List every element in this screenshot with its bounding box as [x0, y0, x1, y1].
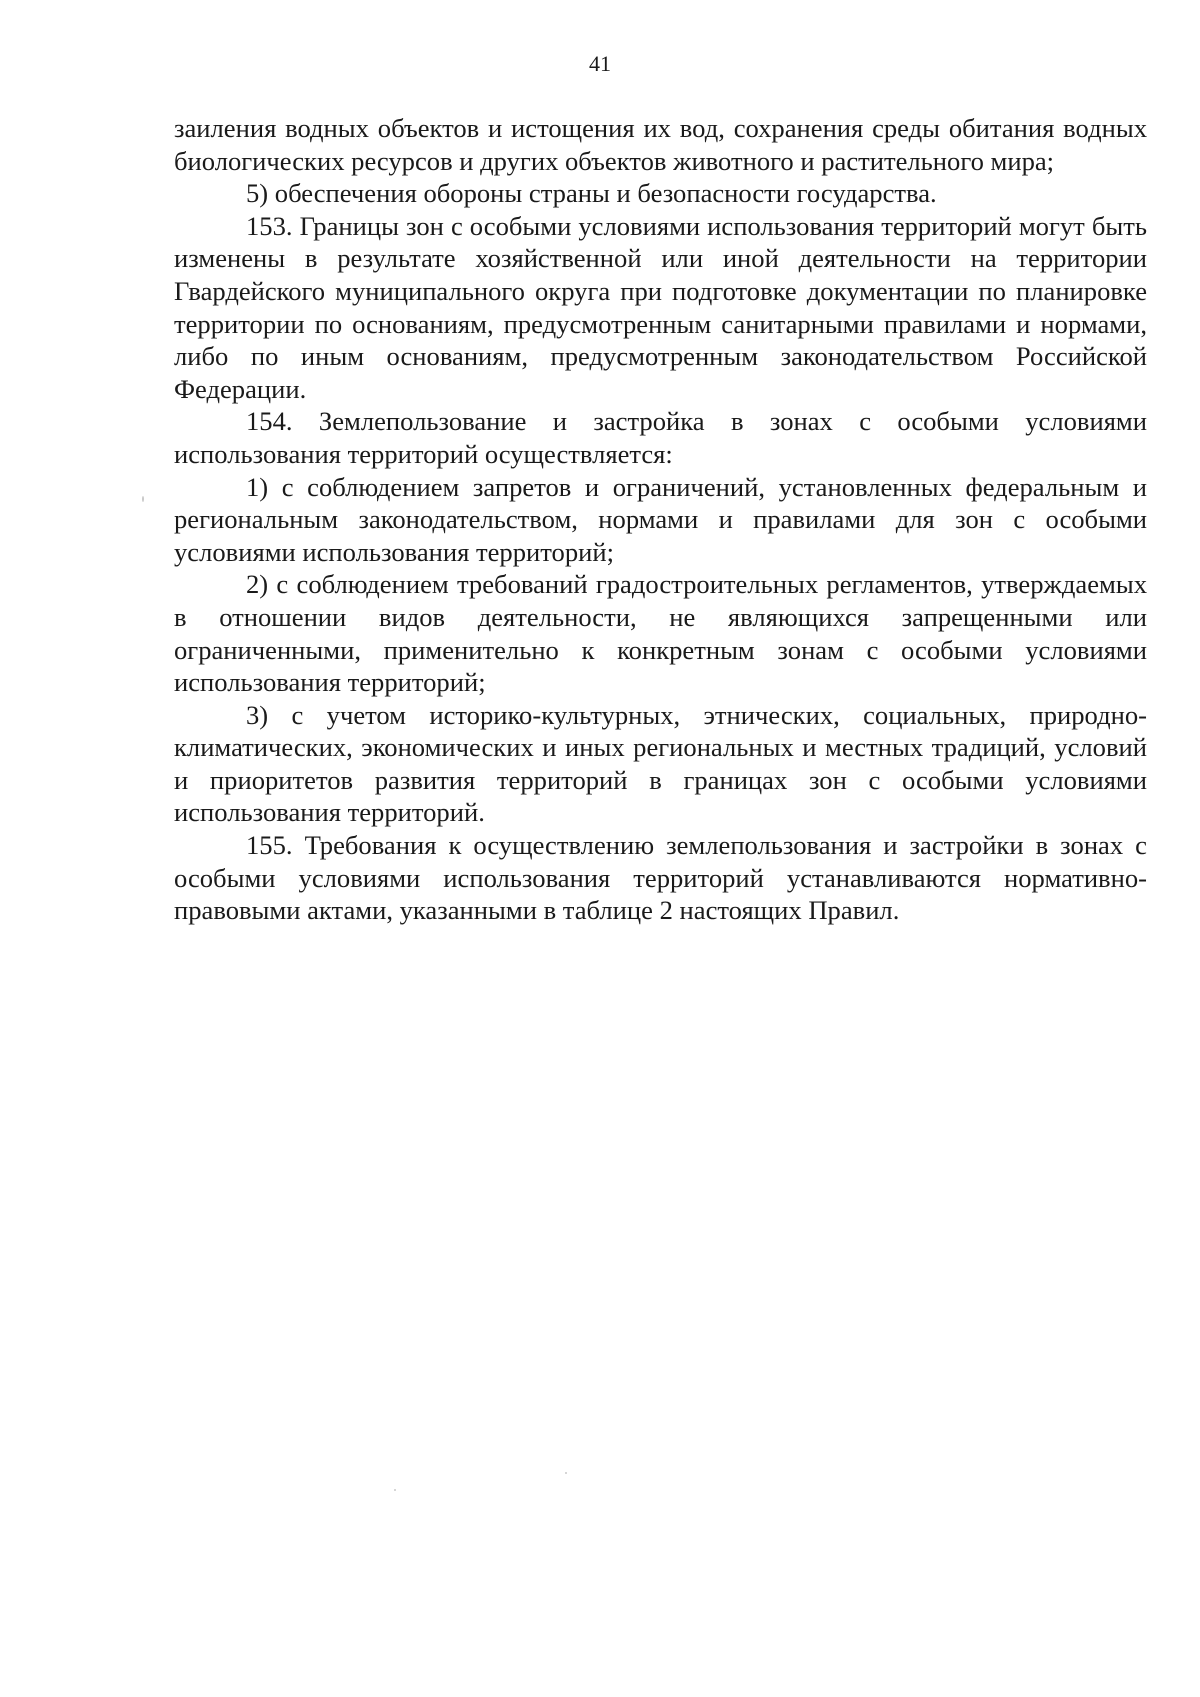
list-item-2: 2) с соблюдением требований градостроительных регламентов, утверждаемых в отношении видов деятельности, не являющихся запрещенными или ограниченными, применительно к конкретным зонам с особыми условиями использования территорий; — [174, 569, 1147, 698]
paragraph-154: 154. Землепользование и застройка в зонах с особыми условиями использования территорий осуществляется: — [174, 406, 1147, 469]
scan-speck — [394, 1489, 396, 1491]
paragraph-153: 153. Границы зон с особыми условиями использования территорий могут быть изменены в результате хозяйственной или иной деятельности на территории Гвардейского муниципального округа при подготовке документации по планировке территории по основаниям, предусмотренным санитарными правилами и нормами, либо по иным основаниям, предусмотренным законодательством Российской Федерации. — [174, 210, 1147, 404]
list-item-5: 5) обеспечения обороны страны и безопасности государства. — [246, 178, 937, 209]
list-item-3: 3) с учетом историко-культурных, этнических, социальных, природно-климатических, экономических и иных региональных и местных традиций, условий и приоритетов развития территорий в границах зон с особыми условиями использования территорий. — [174, 699, 1147, 828]
document-body — [174, 112, 1147, 927]
scan-speck — [565, 1472, 567, 1474]
paragraph-155: 155. Требования к осуществлению землепользования и застройки в зонах с особыми условиями использования территорий устанавливаются нормативно-правовыми актами, указанными в таблице 2 настоящих Правил. — [174, 830, 1147, 926]
paragraph-continuation: заиления водных объектов и истощения их вод, сохранения среды обитания водных биологических ресурсов и других объектов животного и растительного мира; — [174, 113, 1147, 176]
page-number: 41 — [589, 51, 611, 76]
scan-speck — [142, 496, 144, 502]
list-item-1: 1) с соблюдением запретов и ограничений, установленных федеральным и региональным законодательством, нормами и правилами для зон с особыми условиями использования территорий; — [174, 471, 1147, 567]
